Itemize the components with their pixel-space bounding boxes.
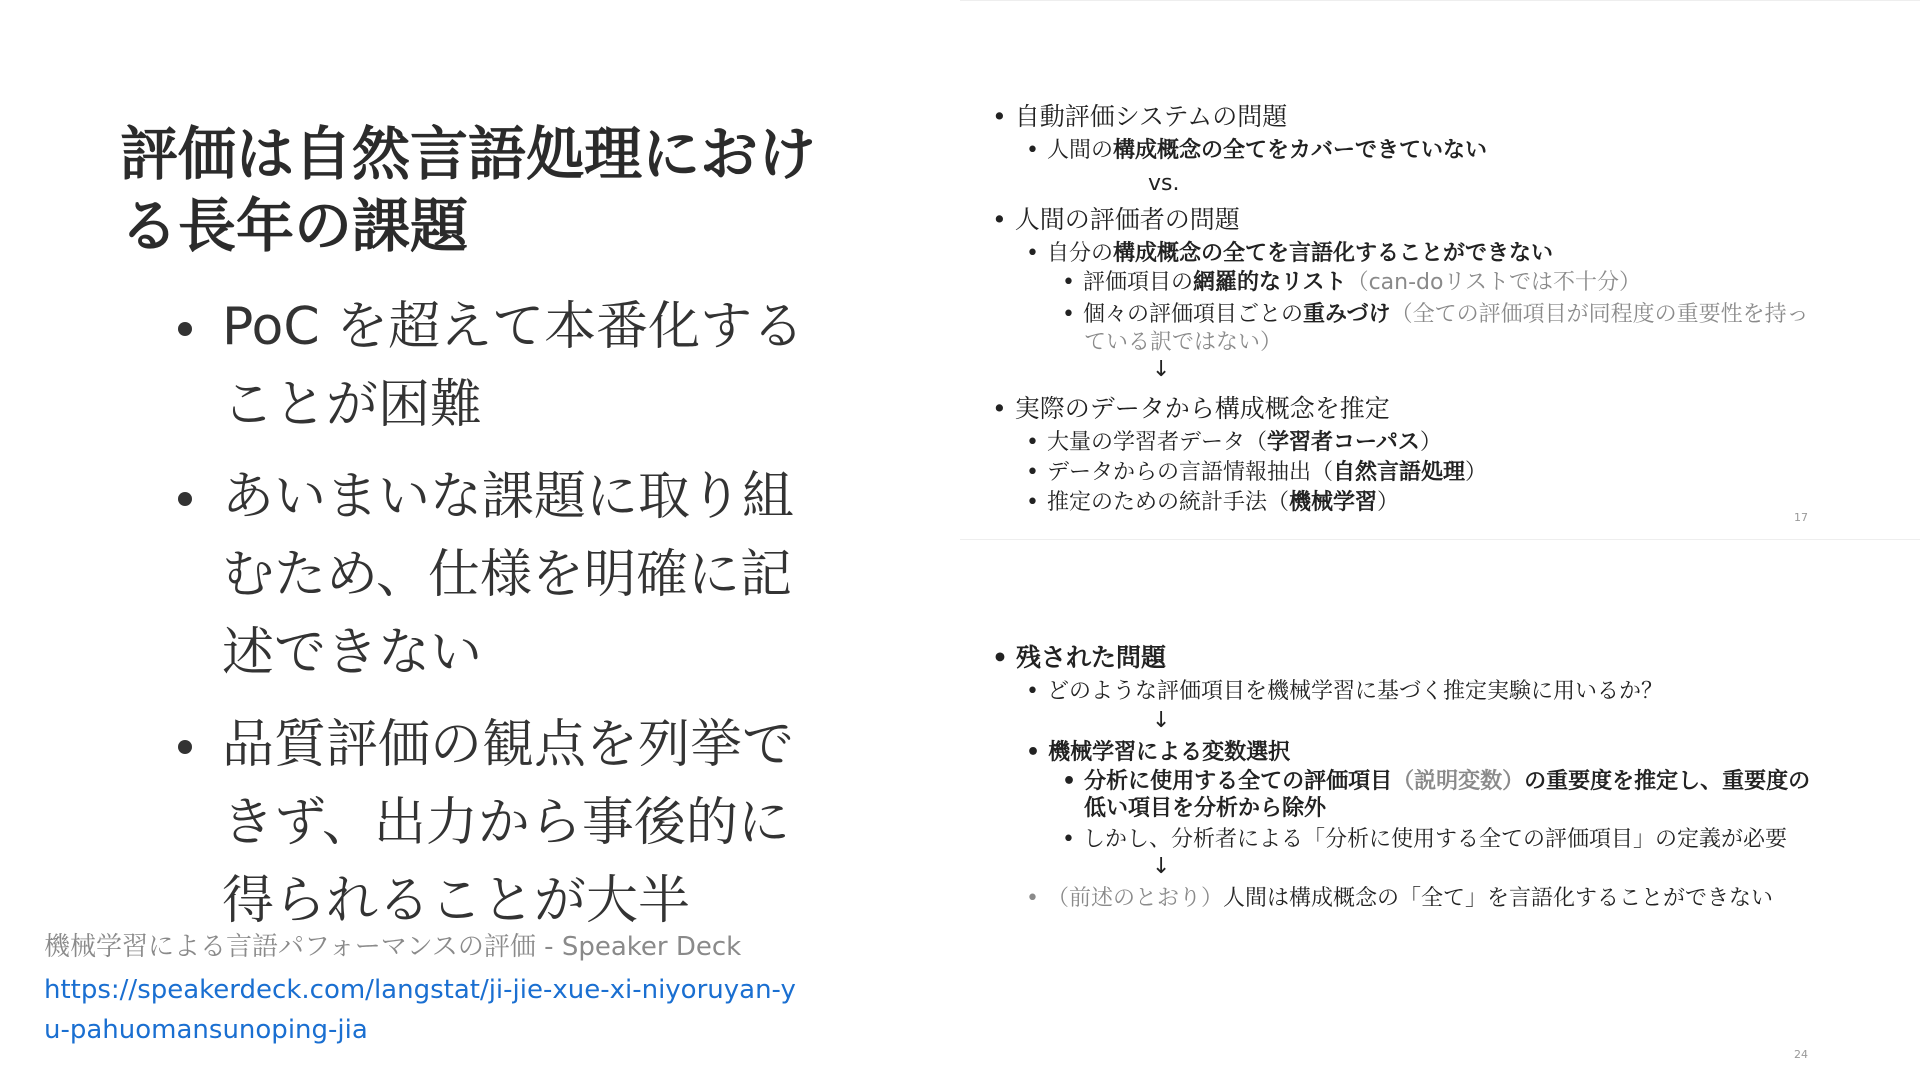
bullet-text: あいまいな課題に取り組むため、仕様を明確に記述できない: [222, 467, 795, 683]
bullet-text: PoC を超えて本番化することが困難: [222, 297, 805, 435]
bullet-item: [178, 458, 818, 692]
bullet-dot-icon: [178, 322, 192, 336]
source-caption: 機械学習による言語パフォーマンスの評価 - Speaker Deck: [44, 932, 742, 962]
heading-human-eval: • 人間の評価者の問題: [992, 205, 1240, 234]
sub-sub-item: • 評価項目の網羅的なリスト（can-doリストでは不十分）: [1062, 270, 1642, 295]
sub-sub-item: • 分析に使用する全ての評価項目（説明変数）の重要度を推定し、重要度の: [1062, 769, 1811, 794]
heading-estimation: • 実際のデータから構成概念を推定: [992, 394, 1390, 423]
down-arrow-icon: ↓: [1152, 708, 1171, 733]
bullet-dot-icon: [178, 740, 192, 754]
page-number: 17: [1794, 511, 1808, 524]
sub-sub-item: • 個々の評価項目ごとの重みづけ（全ての評価項目が同程度の重要性を持っ: [1062, 302, 1809, 327]
heading-remaining-issues: • 残された問題: [992, 643, 1166, 672]
bullet-text: 品質評価の観点を列挙できず、出力から事後的に得られることが大半: [222, 715, 795, 931]
bullet-item: [178, 706, 818, 940]
sub-sub-item: • しかし、分析者による「分析に使用する全ての評価項目」の定義が必要: [1062, 827, 1787, 852]
sub-item: • どのような評価項目を機械学習に基づく推定実験に用いるか？: [1026, 679, 1663, 704]
sub-item: • 機械学習による変数選択: [1026, 740, 1291, 765]
slide-24: [960, 540, 1920, 1080]
sub-item: • 人間の構成概念の全てをカバーできていない: [1026, 138, 1488, 163]
bullet-dot-icon: [178, 492, 192, 506]
down-arrow-icon: ↓: [1152, 854, 1171, 879]
heading-automatic-eval: • 自動評価システムの問題: [992, 102, 1288, 131]
bullet-item: [178, 288, 818, 444]
down-arrow-icon: ↓: [1152, 357, 1171, 382]
sub-item: • 大量の学習者データ（学習者コーパス）: [1026, 430, 1442, 455]
sub-sub-item-continued: 低い項目を分析から除外: [1084, 796, 1327, 821]
sub-item: • データからの言語情報抽出（自然言語処理）: [1026, 460, 1488, 485]
sub-sub-item-continued: ている訳ではない）: [1084, 330, 1283, 355]
bullet-list: [178, 288, 818, 954]
page-number: 24: [1794, 1048, 1808, 1061]
slide-17: [960, 0, 1920, 540]
source-link[interactable]: https://speakerdeck.com/langstat/ji-jie-xue-xi-niyoruyan-yu-pahuomansunoping-jia: [44, 975, 796, 1045]
sub-item: • 自分の構成概念の全てを言語化することができない: [1026, 241, 1554, 266]
sub-item: • （前述のとおり）人間は構成概念の「全て」を言語化することができない: [1026, 886, 1774, 911]
slide-title: 評価は自然言語処理における長年の課題: [120, 120, 817, 260]
vs-label: vs.: [1148, 171, 1180, 196]
sub-item: • 推定のための統計手法（機械学習）: [1026, 490, 1400, 515]
